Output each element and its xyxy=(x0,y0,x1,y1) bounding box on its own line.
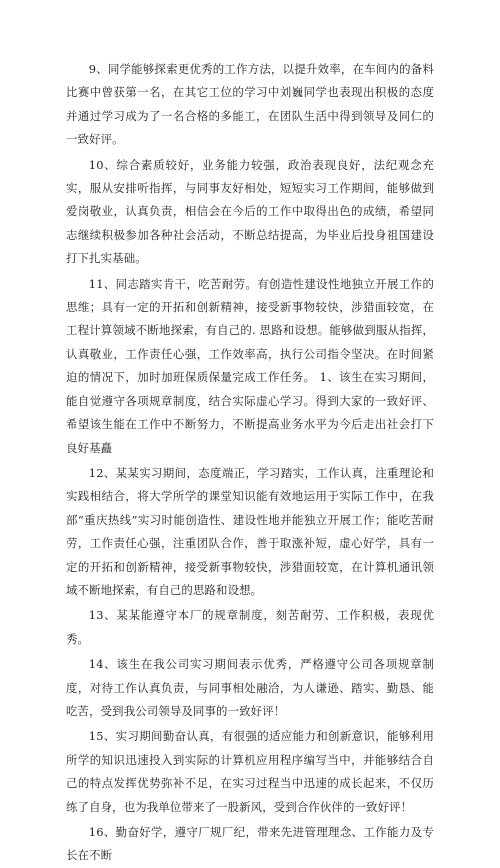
paragraph-16: 16、勤奋好学，遵守厂规厂纪，带来先进管理理念、工作能力及专长在不断 xyxy=(66,825,434,863)
paragraph-13: 13、某某能遵守本厂的规章制度，刻苦耐劳、工作积极，表现优秀。 xyxy=(66,608,434,646)
paragraph-12: 12、某某实习期间，态度端正，学习踏实，工作认真，注重理论和实践相结合，将大学所学的课堂知识能有效地运用于实际工作中，在我部“重庆热线”实习时能创造性、建设性地并能独立开展工作；能吃苦耐劳，工作责任心强，注重团队合作，善于取涨补短，虚心好学，具有一定的开拓和创新精神，接受新事物较快，涉猎面较宽，在计算机通讯领域不断地探索，有自己的思路和设想。 xyxy=(66,465,434,597)
paragraph-11: 11、同志踏实肯干，吃苦耐劳。有创造性建设性地独立开展工作的思维；具有一定的开拓和创新精神，接受新事物较快，涉猎面较宽，在工程计算领域不断地探索，有自己的. 思路和设想。能够做到服从指挥，认真敬业，工作责任心强，工作效率高，执行公司指令坚决。在时间紧迫的情况下，加时加班保质保量完成工作任务。 1、该生在实习期间，能自觉遵守各项规章制度，结合实际虚心学习。得到大家的一致好评、希望该生能在工作中不断努力，不断提高业务水平为今后走出社会打下良好基矗 xyxy=(66,276,434,455)
paragraph-10: 10、综合素质较好，业务能力较强，政治表现良好，法纪观念充实，服从安排听指挥，与同事友好相处，短短实习工作期间，能够做到爱岗敬业，认真负责，相信会在今后的工作中取得出色的成绩，希望同志继续积极参加各种社会活动，不断总结提高，为毕业后投身祖国建设打下扎实基础。 xyxy=(66,157,434,266)
paragraph-15: 15、实习期间勤奋认真，有很强的适应能力和创新意识，能够利用所学的知识迅速投入到实际的计算机应用程序编写当中，并能够结合自己的特点发挥优势弥补不足，在实习过程当中迅速的成长起来，不仅历练了自身，也为我单位带来了一股新风，受到合作伙伴的一致好评！ xyxy=(66,729,434,814)
paragraph-9: 9、同学能够探索更优秀的工作方法，以提升效率，在车间内的备料比赛中曾获第一名，在其它工位的学习中刘巍同学也表现出积极的态度并通过学习成为了一名合格的多能工，在团队生活中得到领导及同仁的一致好评。 xyxy=(66,62,434,147)
paragraph-14: 14、该生在我公司实习期间表示优秀，严格遵守公司各项规章制度，对待工作认真负责，与同事相处融洽，为人谦逊、踏实、勤恳、能吃苦，受到我公司领导及同事的一致好评！ xyxy=(66,657,434,718)
